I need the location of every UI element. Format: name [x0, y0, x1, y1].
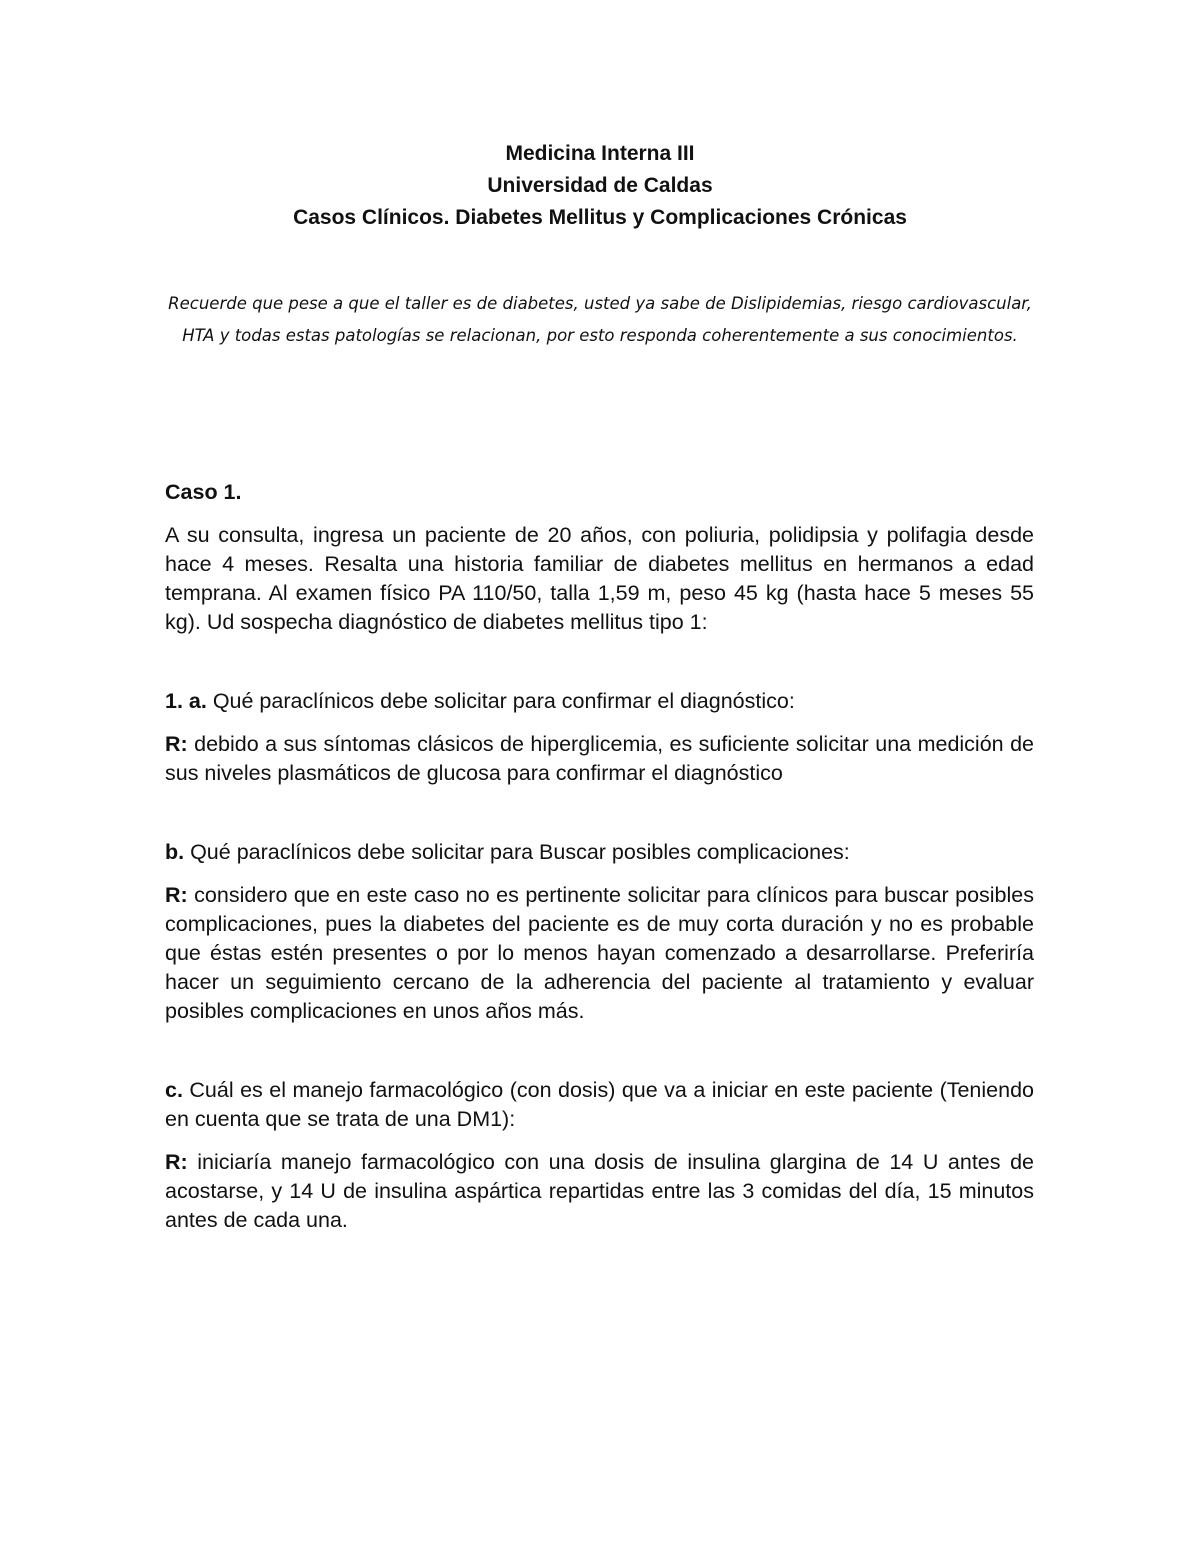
answer-label: R:	[165, 883, 188, 907]
question-label: 1. a.	[165, 689, 207, 713]
question-1b	[165, 838, 1034, 867]
question-text: Qué paraclínicos debe solicitar para confirmar el diagnóstico:	[206, 689, 795, 713]
document-header	[0, 138, 1200, 234]
case-title: Caso 1.	[165, 480, 242, 504]
answer-text: considero que en este caso no es pertinente solicitar para clínicos para buscar posibles complicaciones, pues la diabetes del paciente es de muy corta duración y no es probable que éstas estén presentes o por lo menos hayan comenzado a desarrollarse. Preferiría hacer un seguimiento cercano de la adherencia del paciente al tratamiento y evaluar posibles complicaciones en unos años más.	[165, 883, 1034, 1023]
question-label: b.	[165, 840, 185, 864]
answer-label: R:	[165, 732, 188, 756]
case-section	[165, 478, 1034, 1235]
answer-text: debido a sus síntomas clásicos de hiperglicemia, es suficiente solicitar una medición de sus niveles plasmáticos de glucosa para confirmar el diagnóstico	[165, 732, 1034, 785]
university-name: Universidad de Caldas	[487, 174, 713, 197]
answer-1c	[165, 1148, 1034, 1235]
question-text: Qué paraclínicos debe solicitar para Buscar posibles complicaciones:	[184, 840, 850, 864]
answer-text: iniciaría manejo farmacológico con una dosis de insulina glargina de 14 U antes de acostarse, y 14 U de insulina aspártica repartidas entre las 3 comidas del día, 15 minutos antes de cada una.	[165, 1150, 1034, 1232]
document-title: Casos Clínicos. Diabetes Mellitus y Complicaciones Crónicas	[293, 206, 907, 229]
question-1a	[165, 687, 1034, 716]
answer-1a	[165, 730, 1034, 788]
answer-label: R:	[165, 1150, 188, 1174]
answer-1b	[165, 881, 1034, 1026]
question-text: Cuál es el manejo farmacológico (con dosis) que va a iniciar en este paciente (Teniendo en cuenta que se trata de una DM1):	[165, 1078, 1034, 1131]
question-1c	[165, 1076, 1034, 1134]
instructions-note: Recuerde que pese a que el taller es de diabetes, usted ya sabe de Dislipidemias, riesgo cardiovascular, HTA y todas estas patologías se relacionan, por esto responda coherentemente a sus conocimientos.	[168, 294, 1032, 345]
question-label: c.	[165, 1078, 183, 1102]
course-title: Medicina Interna III	[505, 142, 695, 165]
case-description: A su consulta, ingresa un paciente de 20 años, con poliuria, polidipsia y polifagia desde hace 4 meses. Resalta una historia familiar de diabetes mellitus en hermanos a edad temprana. Al examen físico PA 110/50, talla 1,59 m, peso 45 kg (hasta hace 5 meses 55 kg). Ud sospecha diagnóstico de diabetes mellitus tipo 1:	[165, 523, 1034, 634]
